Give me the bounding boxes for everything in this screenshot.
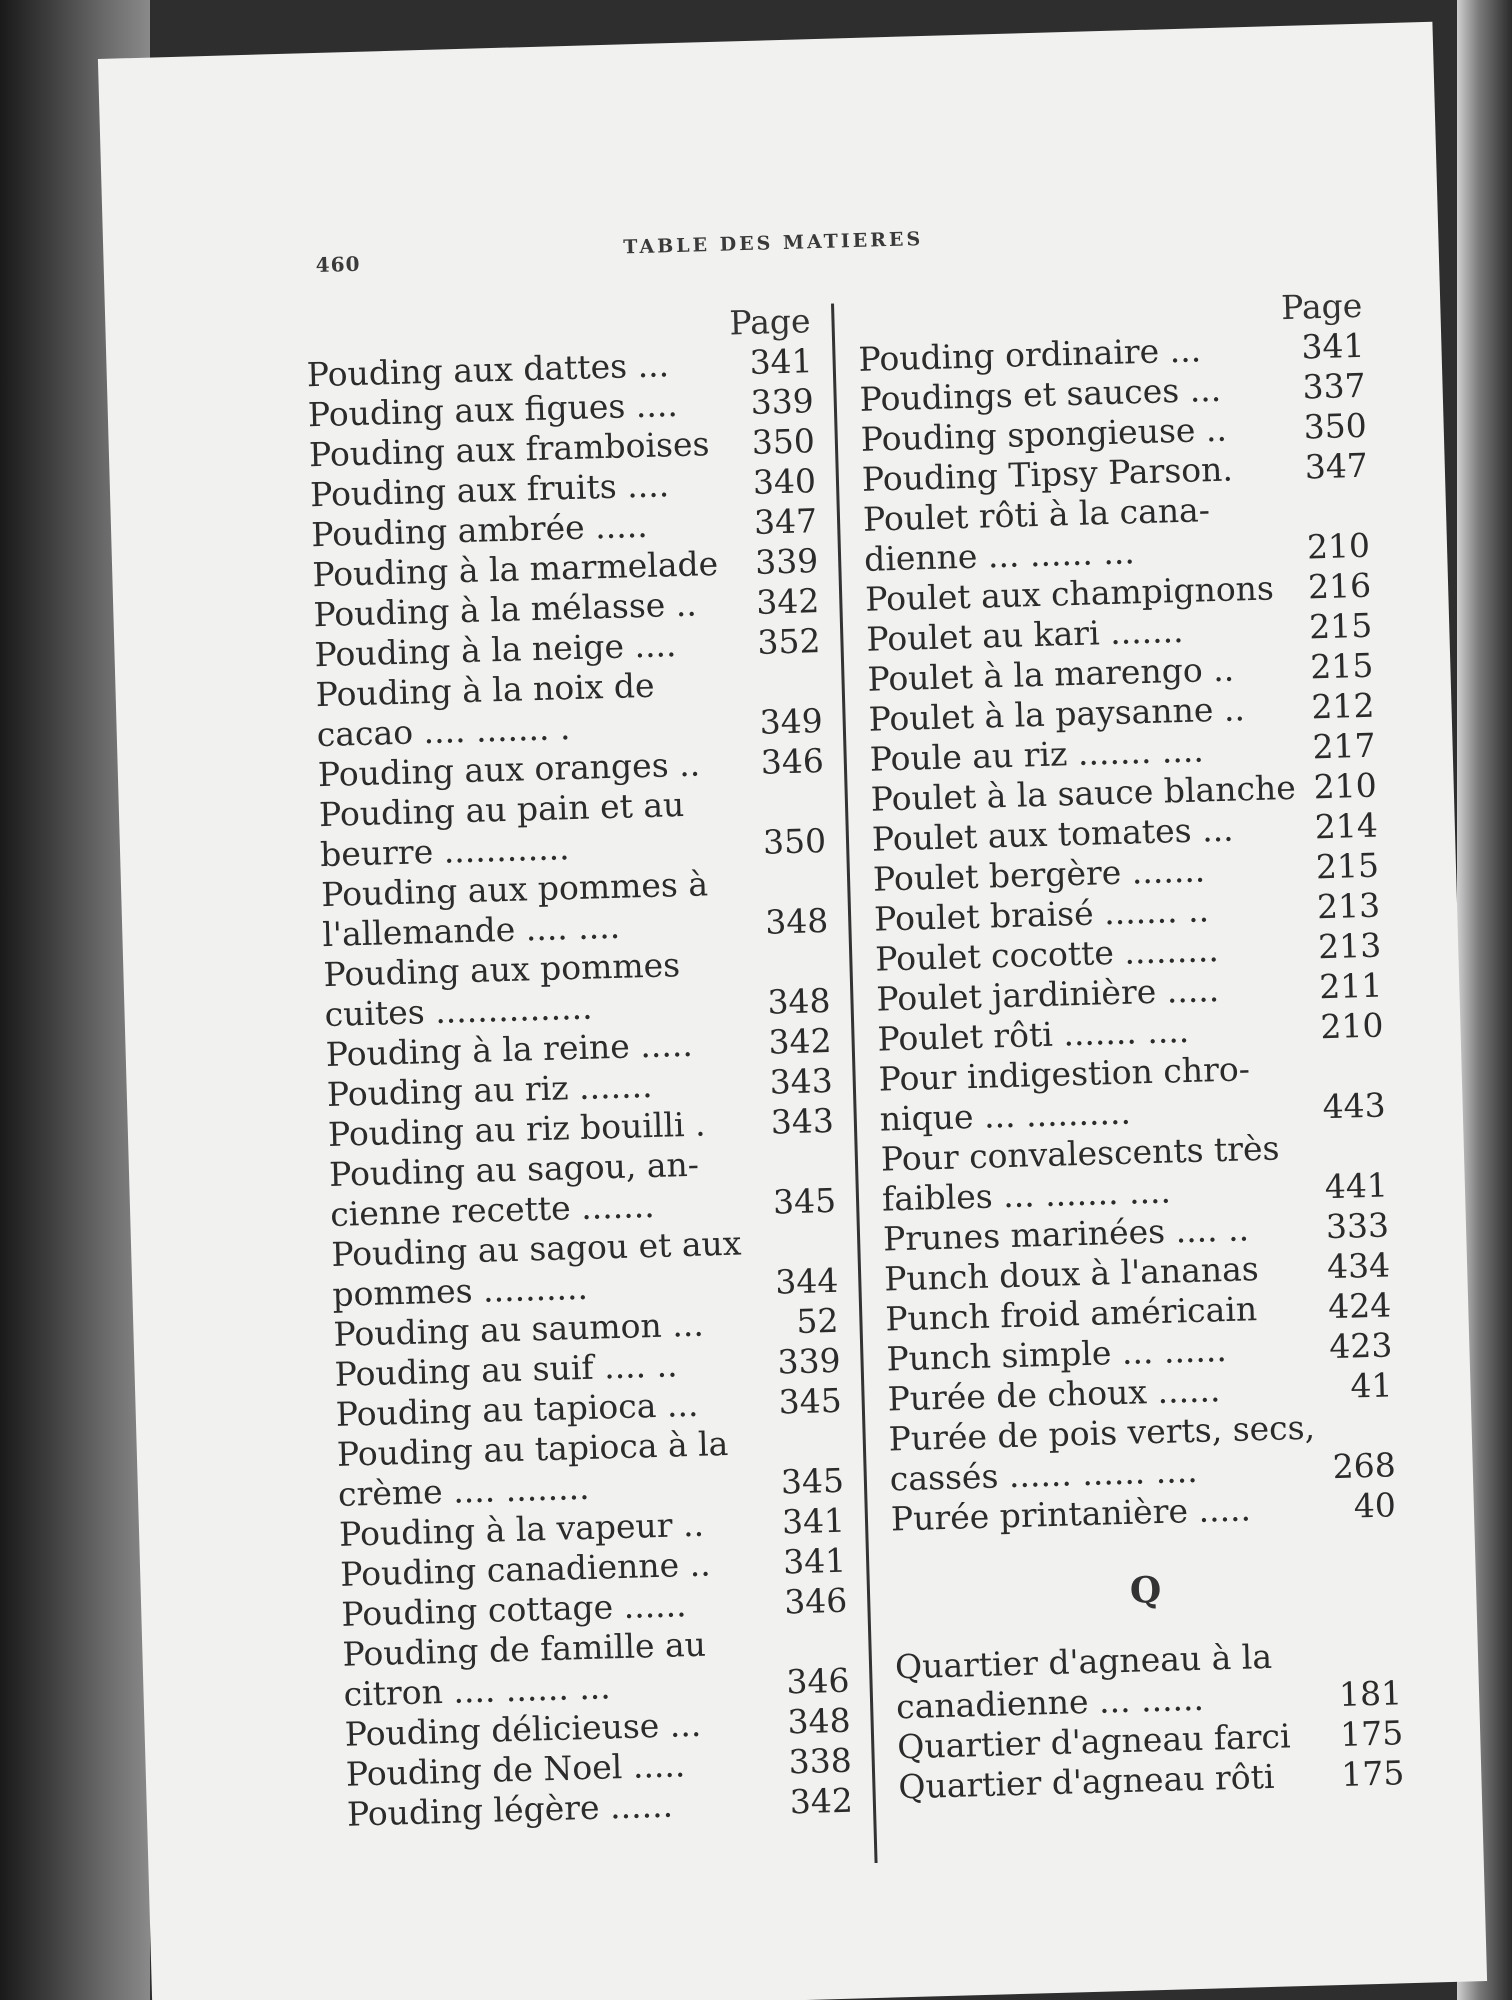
entry-page-number: 215: [1309, 645, 1374, 687]
entry-text: Pouding spongieuse ..: [860, 409, 1228, 459]
entry-text: Poulet braisé ....... ..: [873, 890, 1210, 939]
index-entry: [331, 1221, 838, 1315]
entry-page-number: 423: [1328, 1325, 1393, 1367]
entry-text: Poulet à la sauce blanche: [870, 767, 1297, 819]
right-entry-list: [858, 326, 1396, 1540]
entry-text: Punch doux à l'ananas: [883, 1249, 1260, 1299]
entry-text: Pouding Tipsy Parson.: [861, 449, 1234, 499]
entry-page-number: 213: [1317, 925, 1382, 967]
entry-text: Pouding au saumon ...: [333, 1304, 705, 1354]
left-column: [305, 301, 852, 1835]
entry-page-number: 40: [1353, 1485, 1397, 1526]
entry-page-number: 333: [1325, 1205, 1390, 1247]
entry-page-number: 339: [750, 381, 815, 422]
entry-text: Pouding au suif .... ..: [334, 1345, 678, 1394]
entry-text: Purée de pois verts, secs, cassés ...... ...... ....: [888, 1407, 1316, 1499]
entry-text: Poudings et sauces ...: [859, 369, 1222, 419]
page-number: 460: [315, 251, 361, 278]
entry-text: Poulet rôti à la cana- dienne ... ...... ...: [862, 490, 1211, 579]
entry-page-number: 348: [764, 900, 829, 942]
entry-text: Pouding au sagou et aux pommes ..........: [330, 1223, 742, 1314]
entry-text: Poulet jardinière .....: [875, 970, 1220, 1019]
entry-page-number: 345: [778, 1380, 843, 1422]
entry-text: Pour convalescents très faibles ... ....... ....: [880, 1128, 1280, 1219]
entry-text: Pouding à la reine .....: [325, 1024, 694, 1075]
index-entry: [321, 861, 828, 955]
entry-page-number: 339: [754, 541, 819, 582]
entry-text: Prunes marinées .... ..: [882, 1209, 1250, 1259]
entry-text: Poulet à la marengo ..: [866, 649, 1235, 699]
entry-page-number: 41: [1349, 1365, 1393, 1406]
entry-text: Pouding ambrée .....: [310, 505, 649, 555]
entry-text: Pouding aux pommes cuites ...............: [323, 945, 681, 1035]
entry-page-number: 212: [1310, 685, 1375, 727]
entry-page-number: 217: [1312, 725, 1377, 767]
left-entry-list: [306, 341, 852, 1835]
entry-text: Pouding aux fruits ....: [309, 465, 670, 515]
entry-page-number: 350: [1303, 405, 1368, 447]
entry-text: Quartier d'agneau à la canadienne ... ......: [894, 1636, 1273, 1727]
entry-text: Poulet au kari .......: [865, 610, 1184, 659]
right-column: [857, 286, 1404, 1808]
entry-page-number: 349: [759, 701, 824, 742]
entry-page-number: 340: [752, 461, 817, 502]
entry-text: Pouding au riz bouilli .: [327, 1104, 707, 1155]
index-entry: [895, 1633, 1402, 1727]
entry-text: Pouding canadienne ..: [339, 1544, 712, 1594]
entry-text: Poulet aux tomates ...: [871, 809, 1235, 859]
entry-text: Poulet à la paysanne ..: [868, 689, 1246, 739]
entry-page-number: 338: [788, 1740, 853, 1782]
entry-page-number: 345: [780, 1460, 845, 1502]
entry-page-number: 443: [1322, 1085, 1387, 1127]
entry-page-number: 343: [770, 1100, 835, 1142]
entry-text: Pouding de Noel .....: [345, 1745, 686, 1794]
entry-page-number: 214: [1314, 805, 1379, 847]
entry-page-number: 181: [1338, 1673, 1403, 1714]
entry-page-number: 210: [1319, 1005, 1384, 1047]
entry-page-number: 175: [1339, 1713, 1404, 1754]
entry-text: Pouding au riz .......: [326, 1065, 653, 1115]
entry-text: Poulet bergère .......: [872, 850, 1206, 899]
entry-page-number: 441: [1324, 1165, 1389, 1207]
entry-page-number: 434: [1326, 1245, 1391, 1287]
entry-text: Pouding aux dattes ...: [306, 345, 670, 395]
entry-text: Pouding à la marmelade: [311, 543, 719, 595]
entry-text: Pouding aux oranges ..: [317, 744, 701, 795]
entry-page-number: 350: [751, 421, 816, 462]
entry-page-number: 342: [768, 1020, 833, 1062]
entry-text: Punch simple ... ......: [885, 1330, 1228, 1379]
page-title: TABLE DES MATIERES: [623, 228, 924, 259]
entry-text: Pouding à la vapeur ..: [338, 1504, 705, 1554]
book-page: [98, 22, 1487, 2000]
index-entry: [315, 661, 822, 755]
entry-page-number: 346: [760, 741, 825, 782]
entry-page-number: 52: [795, 1300, 839, 1342]
entry-text: Pouding aux framboises: [308, 424, 710, 475]
entry-text: Poulet aux champignons: [864, 568, 1275, 619]
entry-page-number: 347: [1304, 445, 1369, 487]
entry-page-number: 348: [787, 1700, 852, 1742]
entry-page-number: 342: [789, 1780, 854, 1822]
entry-text: Pouding aux pommes à l'allemande .... ....: [320, 864, 709, 955]
entry-page-number: 215: [1308, 605, 1373, 647]
index-entry: [319, 781, 826, 875]
entry-page-number: 210: [1313, 765, 1378, 807]
entry-page-number: 337: [1301, 365, 1367, 407]
entry-text: Pouding aux figues ....: [307, 384, 679, 435]
entry-text: Quartier d'agneau rôti: [897, 1756, 1275, 1807]
entry-text: Punch froid américain: [884, 1289, 1258, 1339]
entry-text: Pouding au tapioca à la crème .... ........: [336, 1423, 729, 1514]
entry-page-number: 210: [1306, 525, 1371, 567]
entry-text: Purée de choux ......: [887, 1370, 1221, 1419]
entry-text: Pouding délicieuse ...: [344, 1704, 702, 1754]
entry-text: Pouding ordinaire ...: [858, 330, 1202, 379]
entry-text: Pouding de famille au citron .... ...... ...: [341, 1624, 707, 1714]
entry-page-number: 341: [781, 1500, 846, 1542]
entry-text: Quartier d'agneau farci: [896, 1716, 1291, 1767]
entry-page-number: 347: [753, 501, 818, 542]
entry-text: Pouding au sagou, an- cienne recette .......: [328, 1144, 700, 1234]
index-entry: [336, 1421, 843, 1515]
index-entry: [863, 486, 1370, 580]
index-entry: [880, 1125, 1387, 1219]
entry-page-number: 345: [772, 1180, 837, 1222]
entry-text: Pouding à la neige ....: [314, 625, 677, 675]
entry-text: Pouding au pain et au beurre ............: [318, 784, 685, 875]
index-entry: [888, 1405, 1395, 1499]
entry-page-number: 215: [1315, 845, 1380, 887]
entry-text: Poulet rôti ....... ....: [877, 1010, 1190, 1059]
entry-page-number: 341: [1300, 325, 1365, 367]
index-entry: [323, 941, 830, 1035]
entry-page-number: 344: [774, 1260, 839, 1302]
right-column-page-header: Page: [1280, 285, 1363, 328]
entry-text: Pouding au tapioca ...: [335, 1384, 699, 1434]
section-entry-list: [895, 1633, 1404, 1807]
entry-page-number: 346: [783, 1580, 848, 1622]
section-letter: Q: [1129, 1568, 1162, 1612]
entry-text: Pouding cottage ......: [340, 1585, 688, 1634]
left-column-page-header: Page: [728, 301, 812, 343]
entry-page-number: 348: [766, 980, 832, 1022]
entry-page-number: 424: [1327, 1285, 1392, 1327]
entry-text: Poule au riz ....... ....: [869, 730, 1205, 779]
entry-text: Poulet cocotte .........: [874, 930, 1220, 979]
entry-page-number: 341: [749, 341, 814, 382]
entry-page-number: 352: [756, 621, 821, 662]
entry-page-number: 213: [1316, 885, 1381, 927]
entry-text: Purée printanière .....: [890, 1489, 1252, 1539]
entry-text: Pouding légère ......: [346, 1785, 674, 1834]
entry-text: Pour indigestion chro- nique ... ..........: [878, 1049, 1251, 1139]
entry-page-number: 350: [762, 821, 827, 862]
entry-text: Pouding à la mélasse ..: [312, 584, 698, 635]
entry-page-number: 268: [1332, 1445, 1397, 1487]
index-entry: [342, 1621, 849, 1715]
entry-page-number: 341: [782, 1540, 847, 1582]
entry-page-number: 216: [1307, 565, 1372, 607]
entry-page-number: 211: [1318, 965, 1383, 1007]
entry-page-number: 346: [785, 1660, 850, 1702]
entry-page-number: 342: [755, 581, 820, 622]
entry-page-number: 343: [769, 1060, 834, 1102]
index-entry: [878, 1046, 1385, 1140]
entry-text: Pouding à la noix de cacao .... ....... .: [315, 665, 656, 755]
index-entry: [329, 1141, 836, 1235]
entry-page-number: 175: [1340, 1753, 1405, 1794]
entry-page-number: 339: [777, 1340, 842, 1382]
